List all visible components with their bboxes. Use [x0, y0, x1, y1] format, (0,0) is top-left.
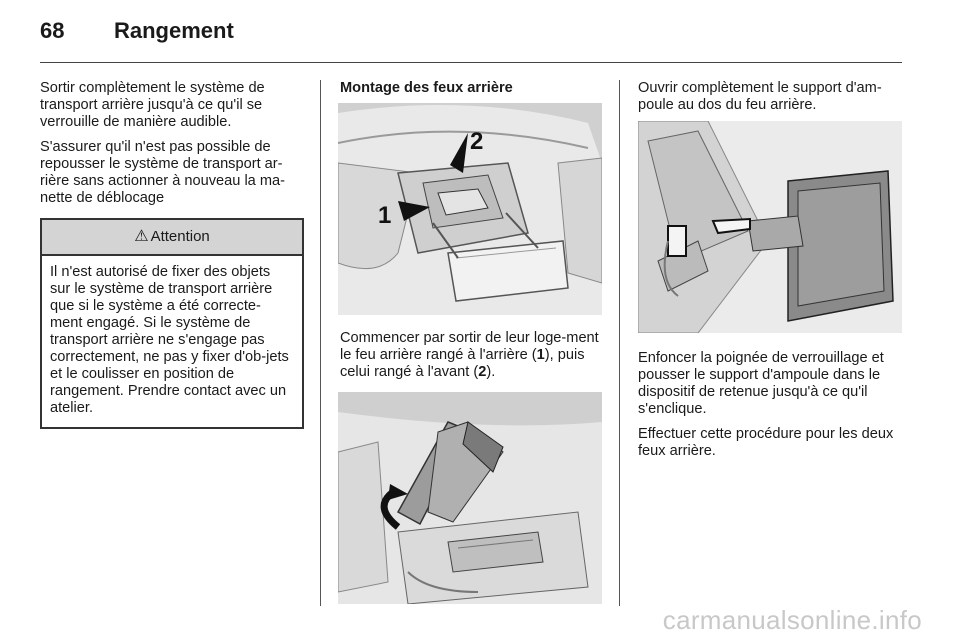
- text-run: ), puis celui rangé à l'avant (: [340, 347, 585, 380]
- attention-box: [40, 218, 304, 429]
- watermark: carmanualsonline.info: [662, 605, 922, 635]
- column-divider: [619, 80, 620, 606]
- text-run: Commencer par sortir de leur loge-ment le feu arrière rangé à l'arrière (: [340, 330, 599, 363]
- section-heading: Montage des feux arrière: [340, 80, 513, 96]
- paragraph: Enfoncer la poignée de verrouillage et pousser le support d'ampoule dans le dispositif de retenue jusqu'à ce qu'il s'enclique.: [638, 350, 884, 417]
- callout-label-1: 1: [378, 202, 392, 229]
- paragraph: Effectuer cette procédure pour les deux feux arrière.: [638, 426, 894, 459]
- page-header: [40, 18, 234, 44]
- taillight-removal-illustration: [338, 103, 602, 315]
- column-1: [40, 80, 304, 215]
- paragraph: Sortir complètement le système de transport arrière jusqu'à ce qu'il se verrouille de manière audible.: [40, 80, 265, 130]
- ref-number: 1: [536, 347, 545, 363]
- figure-bulb-holder: [638, 121, 902, 333]
- column-3-text: [638, 350, 904, 468]
- column-3: [638, 80, 904, 122]
- ref-number: 2: [478, 364, 487, 380]
- figure-taillight-install: [338, 392, 602, 604]
- paragraph: [340, 330, 602, 381]
- attention-title: Attention: [150, 228, 210, 245]
- figure-taillight-removal: [338, 103, 602, 315]
- warning-triangle-icon: ⚠: [134, 228, 149, 245]
- taillight-install-illustration: [338, 392, 602, 604]
- page-number: 68: [40, 18, 65, 43]
- page-title: Rangement: [114, 18, 234, 43]
- callout-label-2: 2: [470, 128, 484, 155]
- paragraph: Ouvrir complètement le support d'am-poule au dos du feu arrière.: [638, 80, 882, 113]
- attention-body: Il n'est autorisé de fixer des objets sur le système de transport arrière que si le système a été correcte-ment engagé. Si le système de transport arrière ne s'engage pas correctement, ne pas y fixer d'ob-jets et le coulisser en position de rangement. Prendre contact avec un atelier.: [50, 264, 289, 416]
- column-2-text: [340, 330, 602, 389]
- column-divider: [320, 80, 321, 606]
- header-rule: [40, 62, 902, 63]
- bulb-holder-illustration: [638, 121, 902, 333]
- text-run: ).: [486, 364, 496, 380]
- attention-header: [42, 220, 302, 256]
- paragraph: S'assurer qu'il n'est pas possible de repousser le système de transport ar-rière sans actionner à nouveau la ma-nette de déblocage: [40, 139, 285, 206]
